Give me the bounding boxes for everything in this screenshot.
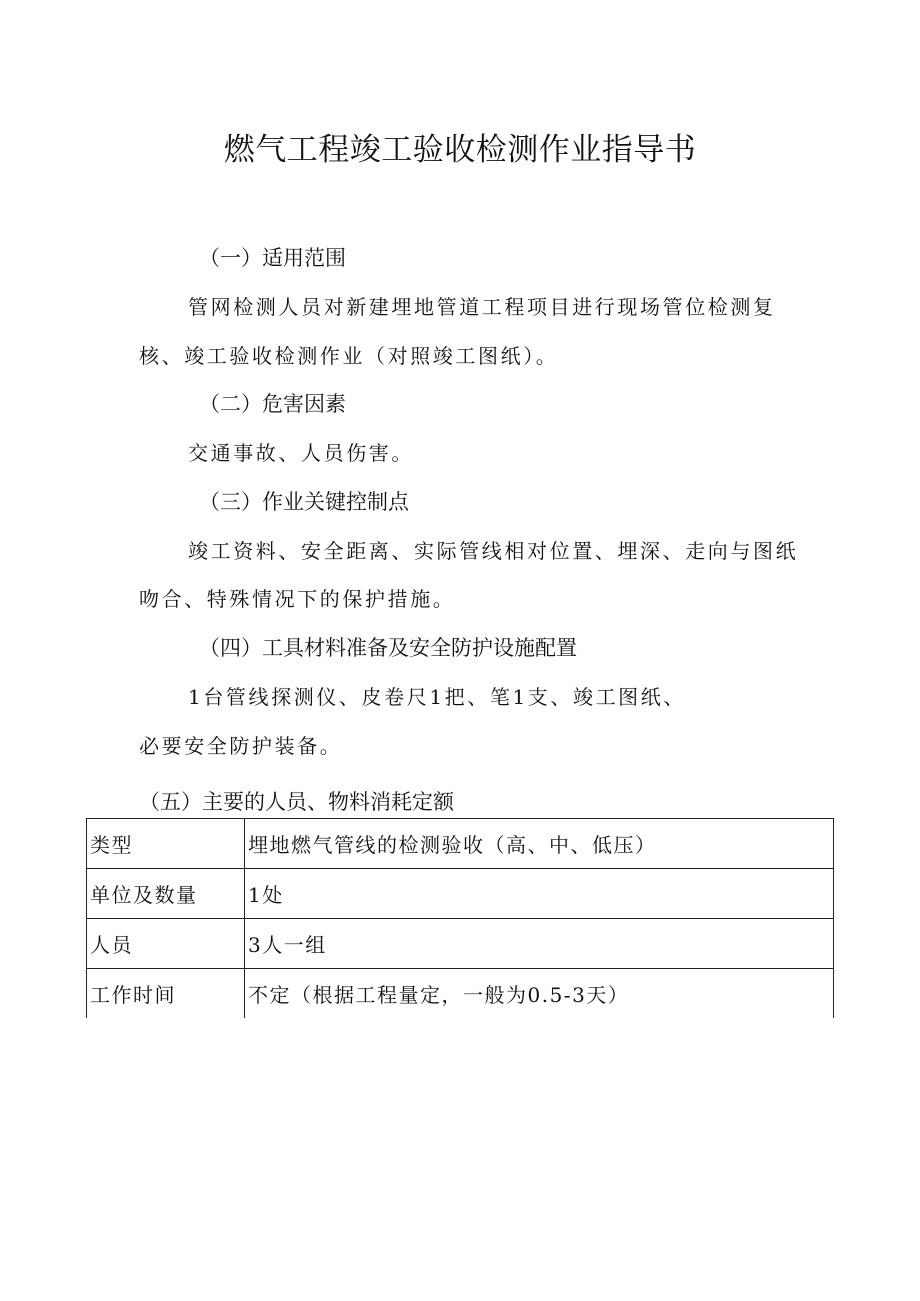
quota-table [86,818,834,1018]
section-heading-scope: （一）适用范围 [199,246,346,270]
table-row [87,819,834,869]
section-control-line-1: 竣工资料、安全距离、实际管线相对位置、埋深、走向与图纸 [188,539,799,563]
table-cell-label: 单位及数量 [87,869,245,919]
table-cell-value: 1处 [245,869,834,919]
table-row [87,869,834,919]
table-row [87,969,834,1019]
table-cell-value: 埋地燃气管线的检测验收（高、中、低压） [245,819,834,869]
section-scope-line-1: 管网检测人员对新建埋地管道工程项目进行现场管位检测复 [188,295,776,319]
table-cell-value: 3人一组 [245,919,834,969]
table-cell-label: 工作时间 [87,969,245,1019]
section-heading-hazards: （二）危害因素 [199,392,346,416]
section-control-line-2: 吻合、特殊情况下的保护措施。 [139,587,456,611]
section-heading-quota: （五）主要的人员、物料消耗定额 [139,790,454,814]
section-heading-tools: （四）工具材料准备及安全防护设施配置 [199,636,577,660]
table-cell-label: 人员 [87,919,245,969]
table-row [87,919,834,969]
document-title: 燃气工程竣工验收检测作业指导书 [223,132,697,168]
table-cell-label: 类型 [87,819,245,869]
section-tools-line-2: 必要安全防护装备。 [139,734,343,758]
section-hazards-line-1: 交通事故、人员伤害。 [188,441,414,465]
section-heading-control-points: （三）作业关键控制点 [199,490,409,514]
section-scope-line-2: 核、竣工验收检测作业（对照竣工图纸）。 [139,344,559,368]
section-tools-line-1: 1台管线探测仪、皮卷尺1把、笔1支、竣工图纸、 [188,685,686,709]
table-cell-value: 不定（根据工程量定，一般为0.5-3天） [245,969,834,1019]
